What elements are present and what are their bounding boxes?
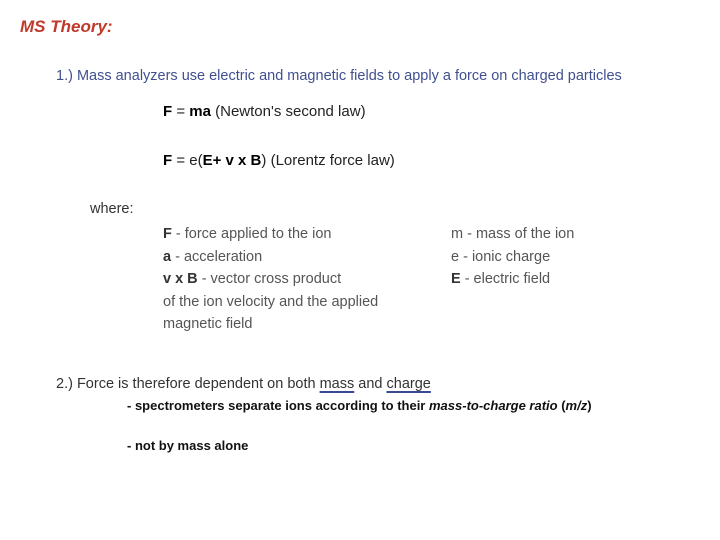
definition-item	[451, 223, 574, 246]
definition-symbol: a	[163, 248, 172, 265]
definition-item	[451, 246, 574, 269]
definition-symbol: v x B	[163, 271, 198, 287]
definitions-right	[451, 223, 574, 291]
definition-desc: - vector cross product	[197, 271, 342, 287]
equation-rhs: E+ v x B	[202, 152, 262, 169]
equation-lhs: F	[163, 103, 173, 120]
definition-item	[163, 268, 378, 291]
definition-desc: m - mass of the ion	[451, 226, 575, 242]
definition-symbol: F	[163, 226, 172, 242]
equation-note: ) (Lorentz force law)	[261, 152, 395, 169]
charge-underlined: charge	[386, 376, 431, 392]
definition-desc: e - ionic charge	[451, 248, 551, 265]
m-z-ratio: m/z	[565, 398, 588, 413]
definition-desc: - electric field	[460, 271, 551, 287]
mass-underlined: mass	[319, 376, 355, 392]
definition-item	[163, 291, 378, 314]
equation-equals: =	[172, 103, 190, 120]
mass-to-charge-ratio: mass-to-charge ratio	[428, 398, 558, 413]
sub-point-not-mass: - not by mass alone	[127, 438, 249, 453]
where-label: where:	[90, 201, 134, 217]
paren-close: )	[587, 398, 592, 413]
definition-desc: - acceleration	[171, 248, 263, 265]
paren-open: (	[557, 398, 566, 413]
definitions-left	[163, 223, 378, 336]
definition-item	[451, 268, 574, 291]
slide-title: MS Theory:	[20, 17, 113, 36]
point-2-prefix: 2.) Force is therefore dependent on both	[56, 376, 320, 392]
definition-desc: - force applied to the ion	[171, 226, 332, 242]
point-2-and: and	[354, 376, 387, 392]
point-1-text: 1.) Mass analyzers use electric and magnetic fields to apply a force on charged particles	[56, 68, 622, 84]
lorentz-equation	[163, 152, 395, 169]
definition-symbol: E	[451, 271, 461, 287]
equation-note: (Newton's second law)	[210, 103, 366, 120]
definition-item	[163, 223, 378, 246]
definition-item	[163, 313, 378, 336]
definition-desc: of the ion velocity and the applied	[163, 293, 379, 310]
point-2-text	[56, 376, 431, 392]
sub-point-separation	[127, 398, 592, 413]
definition-desc: magnetic field	[163, 316, 253, 332]
newton-equation	[163, 103, 366, 120]
equation-equals: = e(	[172, 152, 203, 169]
sub-point-text: - spectrometers separate ions according to their	[127, 398, 429, 413]
equation-lhs: F	[163, 152, 173, 169]
definition-item	[163, 246, 378, 269]
equation-rhs: ma	[189, 103, 211, 120]
